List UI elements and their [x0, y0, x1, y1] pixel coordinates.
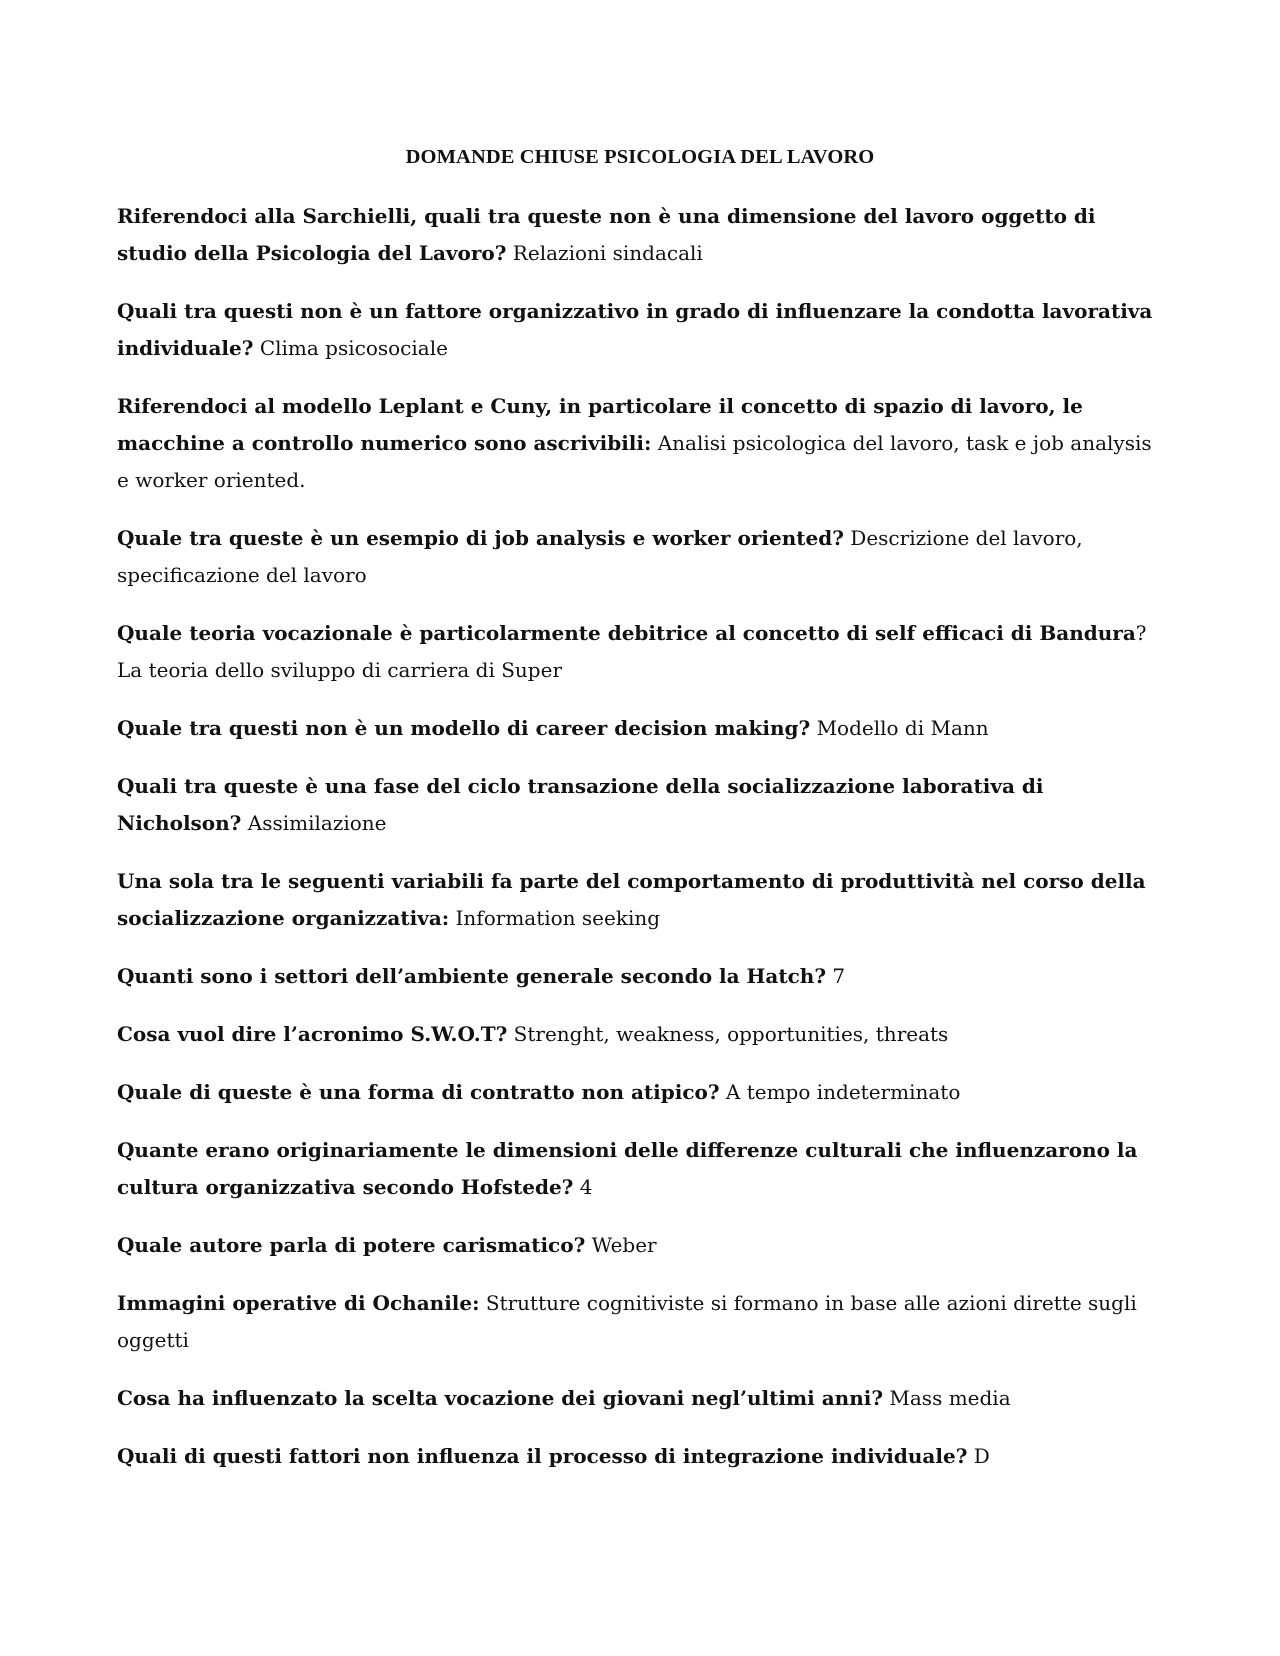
answer-text: 4 [573, 1175, 593, 1199]
answer-text: D [967, 1444, 990, 1468]
qa-item [117, 1132, 1157, 1206]
qa-item [117, 388, 1157, 499]
answer-text: Relazioni sindacali [506, 241, 703, 265]
answer-text: Weber [585, 1233, 657, 1257]
answer-text: Strutture cognitiviste si formano in base alle azioni dirette sugli oggetti [117, 1291, 1137, 1352]
qa-item [117, 1285, 1157, 1359]
qa-item [117, 1438, 1157, 1475]
question-text: Quali di questi fattori non influenza il processo di integrazione individuale? [117, 1444, 968, 1468]
question-text: Quante erano originariamente le dimensioni delle differenze culturali che influenzarono la cultura organizzativa secondo Hofstede? [117, 1138, 1138, 1199]
qa-item [117, 1016, 1157, 1053]
answer-text: Analisi psicologica del lavoro, task e job analysis e worker oriented. [117, 431, 1152, 492]
answer-text: Clima psicosociale [253, 336, 448, 360]
question-text: Quale autore parla di potere carismatico? [117, 1233, 586, 1257]
qa-item [117, 1074, 1157, 1111]
question-text: Quale tra questi non è un modello di career decision making? [117, 716, 811, 740]
qa-item [117, 520, 1157, 594]
qa-item [117, 615, 1157, 689]
answer-text: ? La teoria dello sviluppo di carriera di Super [117, 621, 1147, 682]
question-text: Una sola tra le seguenti variabili fa parte del comportamento di produttività nel corso della socializzazione organizzativa: [117, 869, 1146, 930]
question-text: Cosa ha influenzato la scelta vocazione dei giovani negl’ultimi anni? [117, 1386, 884, 1410]
question-text: Quali tra queste è una fase del ciclo transazione della socializzazione laborativa di Nicholson? [117, 774, 1044, 835]
qa-item [117, 1227, 1157, 1264]
answer-text: Modello di Mann [810, 716, 989, 740]
question-text: Quale di queste è una forma di contratto non atipico? [117, 1080, 720, 1104]
question-text: Quale teoria vocazionale è particolarmente debitrice al concetto di self efficaci di Bandura [117, 621, 1136, 645]
answer-text: Descrizione del lavoro, specificazione del lavoro [117, 526, 1083, 587]
page-title: DOMANDE CHIUSE PSICOLOGIA DEL LAVORO [405, 146, 875, 168]
qa-item [117, 768, 1157, 842]
question-text: Riferendoci al modello Leplant e Cuny, in particolare il concetto di spazio di lavoro, le macchine a controllo numerico sono ascrivibili: [117, 394, 1083, 455]
answer-text: Mass media [883, 1386, 1011, 1410]
answer-text: 7 [826, 964, 846, 988]
qa-item [117, 710, 1157, 747]
qa-list [117, 198, 1157, 1496]
answer-text: A tempo indeterminato [719, 1080, 961, 1104]
answer-text: Information seeking [449, 906, 661, 930]
question-text: Quali tra questi non è un fattore organizzativo in grado di influenzare la condotta lavorativa individuale? [117, 299, 1153, 360]
question-text: Quale tra queste è un esempio di job analysis e worker oriented? [117, 526, 844, 550]
answer-text: Strenght, weakness, opportunities, threats [507, 1022, 949, 1046]
qa-item [117, 293, 1157, 367]
question-text: Quanti sono i settori dell’ambiente generale secondo la Hatch? [117, 964, 827, 988]
qa-item [117, 1380, 1157, 1417]
qa-item [117, 863, 1157, 937]
qa-item [117, 198, 1157, 272]
question-text: Cosa vuol dire l’acronimo S.W.O.T? [117, 1022, 508, 1046]
answer-text: Assimilazione [241, 811, 387, 835]
question-text: Immagini operative di Ochanile: [117, 1291, 480, 1315]
question-text: Riferendoci alla Sarchielli, quali tra queste non è una dimensione del lavoro oggetto di studio della Psicologia del Lavoro? [117, 204, 1096, 265]
qa-item [117, 958, 1157, 995]
